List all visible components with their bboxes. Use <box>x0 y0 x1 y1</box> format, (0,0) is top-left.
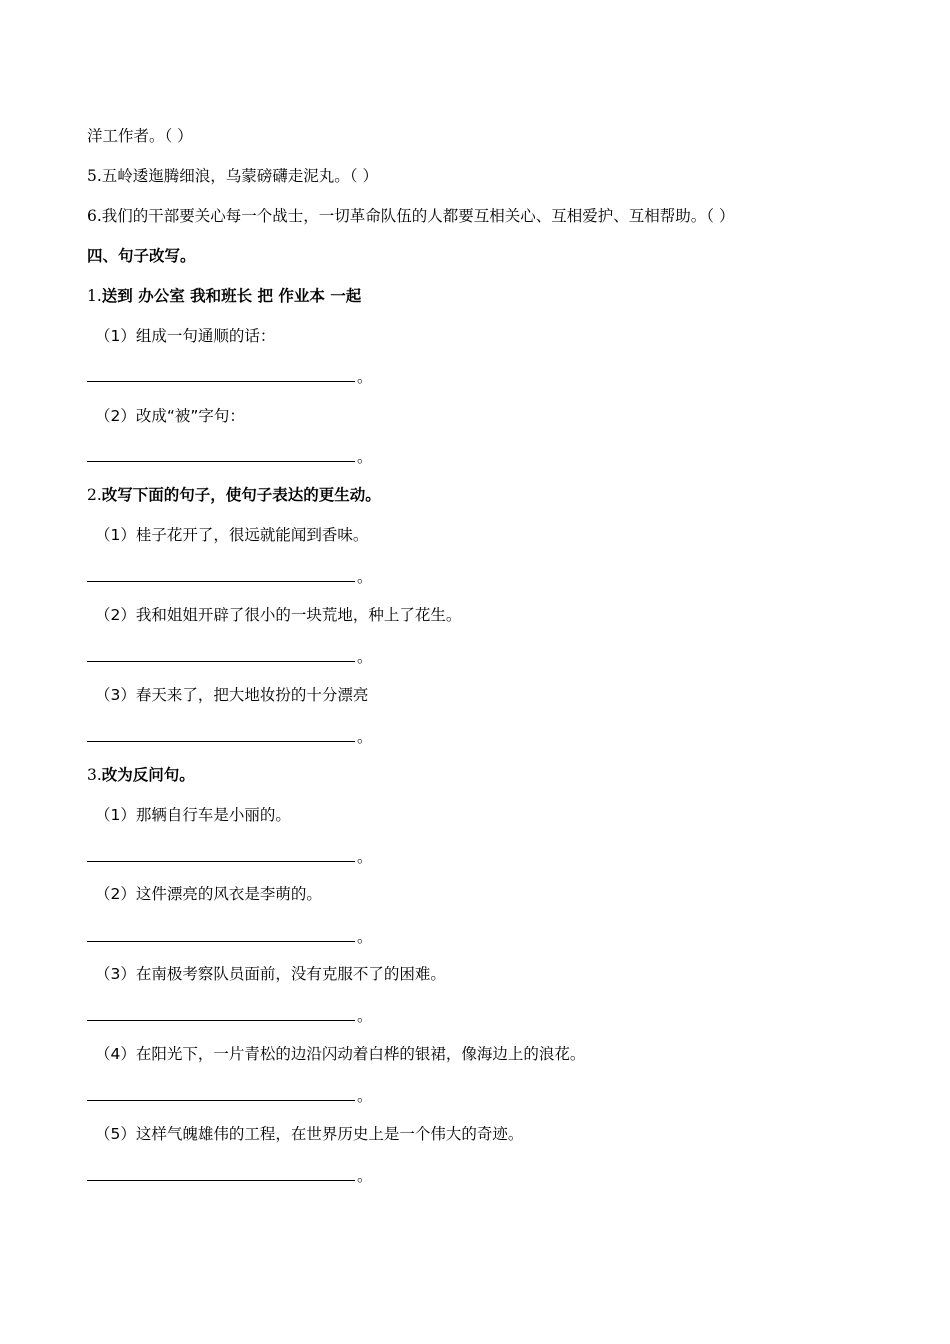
rewrite-question-1: 1.送到 办公室 我和班长 把 作业本 一起 <box>87 287 362 305</box>
sub-question: （1）桂子花开了，很远就能闻到香味。 <box>95 526 369 544</box>
question-number: 2. <box>87 486 102 504</box>
question-5: 5.五岭逶迤腾细浪，乌蒙磅礴走泥丸。（ ） <box>87 167 378 185</box>
sub-question: （3）在南极考察队员面前，没有克服不了的困难。 <box>95 965 446 983</box>
section-heading: 四、句子改写。 <box>87 247 196 265</box>
answer-line: 。 <box>87 847 373 867</box>
answer-line: 。 <box>87 927 373 947</box>
rewrite-question-3: 3.改为反问句。 <box>87 766 195 784</box>
answer-line: 。 <box>87 727 373 747</box>
question-4-continuation: 洋工作者。（ ） <box>87 127 193 145</box>
rewrite-question-2: 2.改写下面的句子，使句子表达的更生动。 <box>87 486 381 504</box>
sub-question: （2）这件漂亮的风衣是李萌的。 <box>95 885 322 903</box>
question-6: 6.我们的干部要关心每一个战士，一切革命队伍的人都要互相关心、互相爱护、互相帮助。（ ） <box>87 207 735 225</box>
sub-question: （2）改成“被”字句： <box>95 407 245 425</box>
answer-line: 。 <box>87 1086 373 1106</box>
answer-line: 。 <box>87 447 373 467</box>
answer-line: 。 <box>87 567 373 587</box>
sub-question: （1）那辆自行车是小丽的。 <box>95 806 291 824</box>
answer-line: 。 <box>87 1166 373 1186</box>
sub-question: （1）组成一句通顺的话： <box>95 327 276 345</box>
question-number: 6. <box>87 207 102 225</box>
answer-line: 。 <box>87 647 373 667</box>
sub-question: （5）这样气魄雄伟的工程，在世界历史上是一个伟大的奇迹。 <box>95 1125 524 1143</box>
question-number: 1. <box>87 287 102 305</box>
sub-question: （4）在阳光下，一片青松的边沿闪动着白桦的银裙，像海边上的浪花。 <box>95 1045 586 1063</box>
sub-question: （3）春天来了，把大地妆扮的十分漂亮 <box>95 686 369 704</box>
sub-question: （2）我和姐姐开辟了很小的一块荒地，种上了花生。 <box>95 606 462 624</box>
answer-line: 。 <box>87 367 373 387</box>
question-number: 5. <box>87 167 102 185</box>
question-number: 3. <box>87 766 102 784</box>
answer-line: 。 <box>87 1006 373 1026</box>
